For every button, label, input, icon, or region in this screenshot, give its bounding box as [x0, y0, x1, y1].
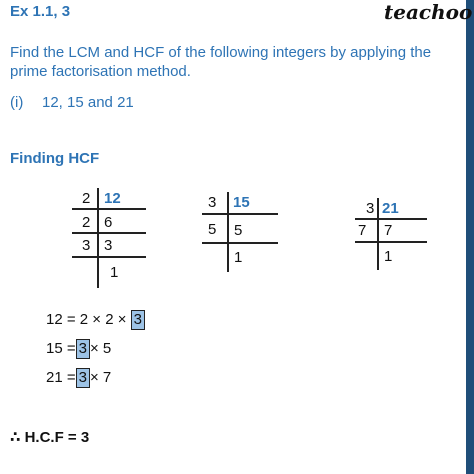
division-vertical-line [227, 192, 229, 272]
factorisation-lhs: 15 = [46, 340, 76, 357]
factorisation-21 [46, 368, 111, 388]
question-part-label: (i) [10, 94, 24, 111]
dividend: 21 [382, 200, 399, 217]
quotient: 7 [384, 222, 393, 239]
question-line-1: Find the LCM and HCF of the following integers by applying the [10, 44, 432, 61]
divisor: 2 [82, 190, 91, 207]
quotient: 1 [234, 249, 243, 266]
division-line [72, 208, 146, 210]
division-line [355, 218, 427, 220]
factorisation-lhs: 21 = [46, 369, 76, 386]
division-line [355, 241, 427, 243]
factorisation-12 [46, 310, 145, 330]
division-line [72, 232, 146, 234]
section-heading: Finding HCF [10, 150, 100, 167]
divisor: 3 [82, 237, 91, 254]
factorisation-15 [46, 339, 111, 359]
quotient: 1 [110, 264, 119, 281]
division-line [202, 213, 278, 215]
divisor: 3 [366, 200, 375, 217]
factorisation-lhs: 12 = 2 × 2 × [46, 311, 127, 328]
question-part-text: 12, 15 and 21 [42, 94, 134, 111]
divisor: 7 [358, 222, 367, 239]
quotient: 1 [384, 248, 393, 265]
divisor: 5 [208, 221, 217, 238]
division-vertical-line [377, 198, 379, 270]
division-line [202, 242, 278, 244]
common-factor-box: 3 [131, 310, 145, 330]
quotient: 3 [104, 237, 113, 254]
quotient: 5 [234, 222, 243, 239]
exercise-title: Ex 1.1, 3 [10, 3, 71, 20]
division-vertical-line [97, 188, 99, 288]
dividend: 12 [104, 190, 121, 207]
factorisation-rest: × 7 [89, 369, 112, 386]
teachoo-logo: teachoo [384, 0, 473, 24]
divisor: 3 [208, 194, 217, 211]
quotient: 6 [104, 214, 113, 231]
hcf-conclusion: ∴ H.C.F = 3 [10, 429, 90, 446]
common-factor-box: 3 [76, 339, 90, 359]
dividend: 15 [233, 194, 250, 211]
question-line-2: prime factorisation method. [10, 63, 191, 80]
common-factor-box: 3 [76, 368, 90, 388]
division-line [72, 256, 146, 258]
divisor: 2 [82, 214, 91, 231]
side-accent-bar [466, 0, 474, 474]
factorisation-rest: × 5 [89, 340, 112, 357]
